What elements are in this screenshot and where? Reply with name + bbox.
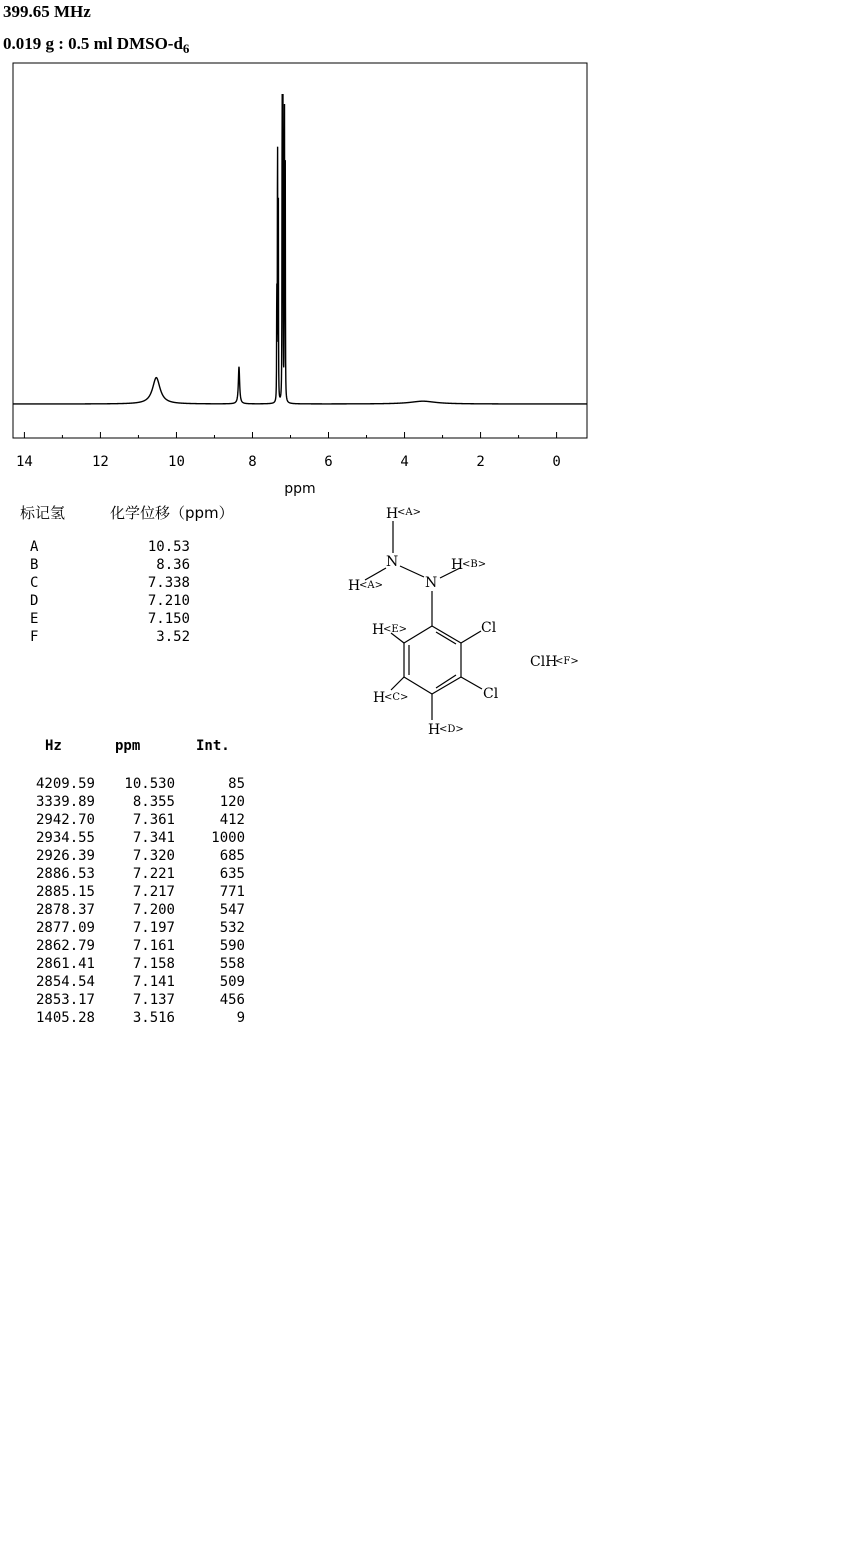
x-tick-label: 4 [400, 454, 409, 470]
peak-intensity: 635 [219, 866, 245, 882]
tag-f: <F> [555, 656, 579, 667]
peak-row [20, 991, 245, 1009]
peak-row [20, 1009, 245, 1027]
peak-hz: 4209.59 [35, 776, 95, 792]
peak-ppm: 7.141 [132, 974, 175, 990]
peak-hz: 2934.55 [35, 830, 95, 846]
chemical-structure [330, 495, 600, 745]
chemical-shift: 10.53 [147, 539, 190, 555]
x-tick-label: 14 [15, 454, 33, 470]
tag-d: <D> [439, 724, 464, 735]
assignment-row [30, 592, 190, 610]
peak-ppm: 7.217 [132, 884, 175, 900]
atom-h-e: H [372, 622, 385, 638]
atom-h-c: H [373, 690, 386, 706]
tag-b: <B> [462, 559, 487, 570]
peak-hz: 2854.54 [35, 974, 95, 990]
x-tick-label: 12 [92, 454, 109, 470]
peak-row [20, 937, 245, 955]
peak-hz: 2942.70 [35, 812, 95, 828]
peak-row [20, 883, 245, 901]
sample-description [3, 34, 189, 57]
peak-intensity: 685 [219, 848, 245, 864]
peak-intensity: 412 [219, 812, 245, 828]
peak-ppm: 7.197 [132, 920, 175, 936]
spectrum-trace [13, 94, 587, 404]
peak-row [20, 847, 245, 865]
chemical-shift: 3.52 [156, 629, 190, 645]
chemical-shift: 7.210 [147, 593, 190, 609]
peak-intensity: 1000 [211, 830, 245, 846]
hydrogen-label: F [30, 629, 39, 645]
peak-row [20, 955, 245, 973]
peak-intensity: 532 [219, 920, 245, 936]
structure-labels [348, 506, 579, 738]
atom-cl-2: Cl [483, 686, 499, 702]
assignment-row [30, 538, 190, 556]
atom-h-a-top: H [386, 506, 399, 522]
peak-hz: 2885.15 [35, 884, 95, 900]
spectrometer-frequency: 399.65 MHz [3, 2, 91, 21]
nmr-spectrum-chart [0, 55, 600, 500]
peak-ppm: 7.361 [132, 812, 175, 828]
x-tick-label: 10 [168, 454, 185, 470]
ppm-column-header: ppm [115, 738, 141, 754]
chemical-shift: 8.36 [156, 557, 190, 573]
atom-cl-1: Cl [481, 620, 497, 636]
peak-intensity: 558 [219, 956, 245, 972]
tag-a-left: <A> [359, 580, 383, 591]
peak-hz: 2926.39 [35, 848, 95, 864]
atom-n-2: N [425, 575, 438, 591]
tag-e: <E> [383, 624, 408, 635]
assignment-table [30, 538, 190, 646]
chemical-shift: 7.338 [147, 575, 190, 591]
sample-subscript: 6 [182, 41, 190, 56]
assignment-row [30, 628, 190, 646]
peak-intensity: 590 [219, 938, 245, 954]
x-axis-label: ppm [284, 481, 316, 497]
peak-ppm: 7.161 [132, 938, 175, 954]
peak-hz: 2886.53 [35, 866, 95, 882]
peak-row [20, 793, 245, 811]
peak-hz: 2853.17 [35, 992, 95, 1008]
peak-hz: 1405.28 [35, 1010, 95, 1026]
peak-hz: 2878.37 [35, 902, 95, 918]
peak-row [20, 811, 245, 829]
peak-ppm: 7.200 [132, 902, 175, 918]
peak-intensity: 85 [228, 776, 245, 792]
assignment-row [30, 574, 190, 592]
peak-hz: 2862.79 [35, 938, 95, 954]
peak-row [20, 829, 245, 847]
atom-h-b: H [451, 557, 464, 573]
int-column-header: Int. [196, 738, 230, 754]
peak-ppm: 7.158 [132, 956, 175, 972]
peak-hz: 3339.89 [35, 794, 95, 810]
salt-clh: ClH [530, 654, 558, 670]
assignment-row [30, 556, 190, 574]
atom-h-d: H [428, 722, 441, 738]
hydrogen-label: C [30, 575, 39, 591]
peak-intensity: 509 [219, 974, 245, 990]
peak-intensity: 547 [219, 902, 245, 918]
peak-ppm: 3.516 [132, 1010, 175, 1026]
label-column-header: 标记氢 [20, 504, 66, 522]
chemical-shift: 7.150 [147, 611, 190, 627]
peak-intensity: 9 [236, 1010, 245, 1026]
tag-a-top: <A> [397, 507, 421, 518]
x-tick-label: 0 [552, 454, 561, 470]
hydrogen-label: E [30, 611, 39, 627]
peak-intensity: 771 [219, 884, 245, 900]
peak-row [20, 973, 245, 991]
x-tick-label: 8 [248, 454, 257, 470]
hz-column-header: Hz [45, 738, 62, 754]
peak-row [20, 901, 245, 919]
atom-n-1: N [386, 554, 399, 570]
shift-column-header: 化学位移（ppm） [110, 504, 234, 522]
peak-ppm: 8.355 [132, 794, 175, 810]
peak-table [20, 775, 245, 1027]
hydrogen-label: B [30, 557, 39, 573]
plot-frame [13, 63, 587, 438]
hydrogen-label: A [30, 539, 39, 555]
sample-text: 0.019 g : 0.5 ml DMSO-d [3, 34, 183, 53]
x-tick-label: 6 [324, 454, 333, 470]
peak-hz: 2877.09 [35, 920, 95, 936]
peak-intensity: 120 [219, 794, 245, 810]
peak-ppm: 10.530 [124, 776, 175, 792]
assignment-row [30, 610, 190, 628]
peak-ppm: 7.341 [132, 830, 175, 846]
atom-h-a-left: H [348, 578, 361, 594]
x-tick-label: 2 [476, 454, 485, 470]
peak-ppm: 7.320 [132, 848, 175, 864]
peak-hz: 2861.41 [35, 956, 95, 972]
peak-ppm: 7.221 [132, 866, 175, 882]
tag-c: <C> [384, 692, 409, 703]
peak-intensity: 456 [219, 992, 245, 1008]
peak-row [20, 865, 245, 883]
peak-row [20, 775, 245, 793]
hydrogen-label: D [30, 593, 39, 609]
peak-ppm: 7.137 [132, 992, 175, 1008]
peak-row [20, 919, 245, 937]
